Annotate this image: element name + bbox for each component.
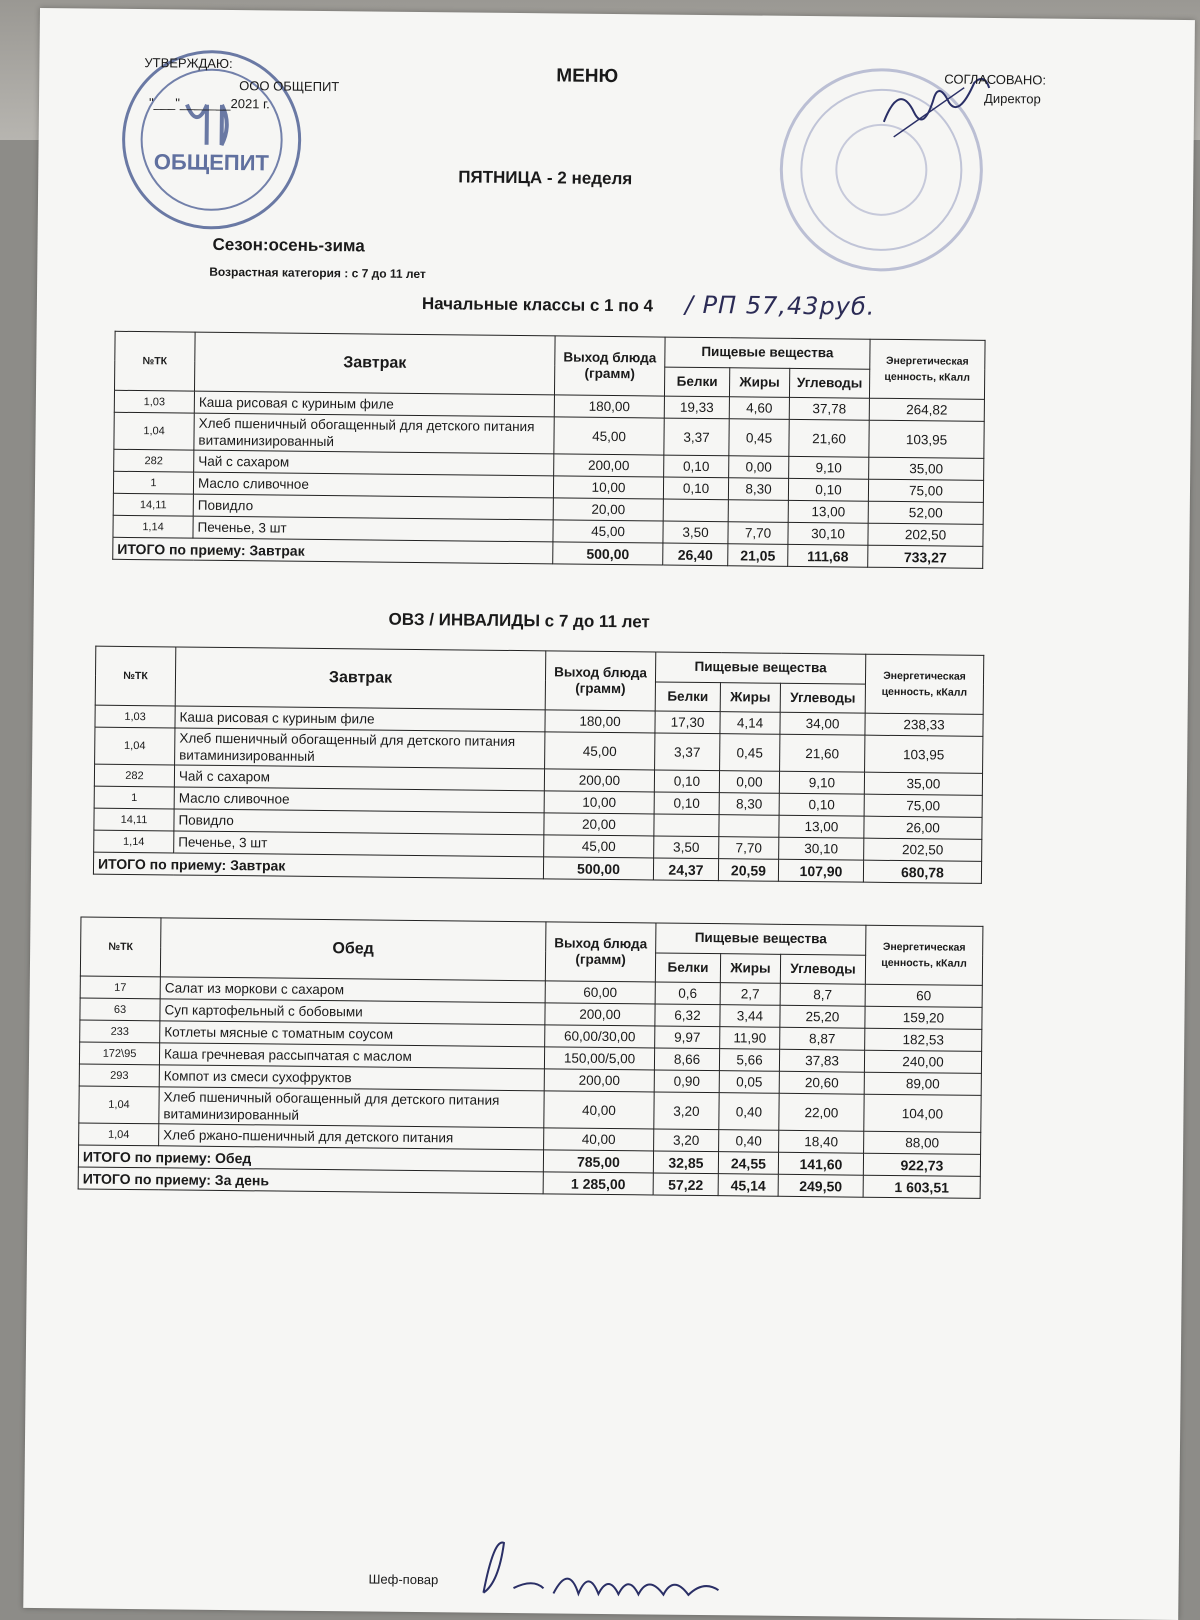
total-protein: 57,22 xyxy=(653,1173,718,1196)
breakfast-table-ovz xyxy=(93,646,984,884)
row-output: 200,00 xyxy=(544,769,654,792)
row-fat: 0,40 xyxy=(719,1093,779,1131)
row-energy: 35,00 xyxy=(864,772,982,795)
row-tk-number: 1,04 xyxy=(79,1086,159,1124)
row-output: 45,00 xyxy=(544,835,654,858)
row-carbs: 21,60 xyxy=(780,734,865,772)
total-carbs: 249,50 xyxy=(778,1174,863,1197)
row-dish-name: Хлеб пшеничный обогащенный для детского питания витаминизированный xyxy=(194,413,554,454)
header-row xyxy=(81,917,983,956)
row-output: 200,00 xyxy=(554,454,664,477)
row-tk-number: 1,14 xyxy=(113,515,193,538)
row-tk-number: 1,03 xyxy=(95,705,175,728)
menu-document xyxy=(23,8,1195,1620)
row-energy: 75,00 xyxy=(864,794,982,817)
row-output: 60,00/30,00 xyxy=(545,1025,655,1048)
row-protein: 0,90 xyxy=(654,1070,719,1093)
row-tk-number: 1 xyxy=(94,786,174,809)
row-dish-name: Суп картофельный с бобовыми xyxy=(160,999,545,1025)
row-fat xyxy=(719,815,779,838)
row-protein: 3,20 xyxy=(654,1129,719,1152)
col-header-energy: Энергетическая ценность, кКалл xyxy=(865,654,984,714)
col-header-meal: Завтрак xyxy=(194,332,555,395)
row-protein: 6,32 xyxy=(655,1004,720,1027)
breakfast-table-primary xyxy=(112,331,985,569)
row-protein: 0,10 xyxy=(663,477,728,500)
col-header-output: Выход блюда (грамм) xyxy=(545,922,656,982)
col-header-protein: Белки xyxy=(655,952,720,982)
header-row xyxy=(115,331,985,370)
section2-title: ОВЗ / ИНВАЛИДЫ с 7 до 11 лет xyxy=(388,609,650,632)
row-protein: 0,10 xyxy=(654,770,719,793)
stamp-logo-text: ОБЩЕПИТ xyxy=(153,149,270,176)
row-dish-name: Масло сливочное xyxy=(193,472,553,498)
row-dish-name: Хлеб ржано-пшеничный для детского питания xyxy=(159,1124,544,1150)
row-output: 150,00/5,00 xyxy=(544,1047,654,1070)
row-carbs: 30,10 xyxy=(788,522,868,545)
row-energy: 104,00 xyxy=(864,1094,981,1132)
section1-title: Начальные классы с 1 по 4 xyxy=(421,294,654,316)
row-fat: 4,14 xyxy=(720,712,780,735)
row-energy: 60 xyxy=(865,984,982,1007)
row-carbs: 13,00 xyxy=(779,815,864,838)
row-energy: 264,82 xyxy=(869,398,984,421)
row-protein: 3,37 xyxy=(664,418,729,456)
row-output: 45,00 xyxy=(545,732,655,770)
row-fat xyxy=(728,500,788,523)
col-header-num: №ТК xyxy=(95,646,176,706)
row-dish-name: Масло сливочное xyxy=(174,787,544,813)
row-fat: 0,05 xyxy=(719,1071,779,1094)
header-row xyxy=(96,646,984,685)
row-fat: 3,44 xyxy=(720,1005,780,1028)
row-dish-name: Котлеты мясные с томатным соусом xyxy=(160,1021,545,1047)
obshchepit-stamp xyxy=(116,44,308,236)
row-output: 45,00 xyxy=(553,520,663,543)
col-header-protein: Белки xyxy=(664,367,729,397)
row-tk-number: 1,04 xyxy=(79,1123,159,1146)
row-dish-name: Компот из смеси сухофруктов xyxy=(159,1065,544,1091)
row-carbs: 21,60 xyxy=(789,419,869,457)
row-energy: 75,00 xyxy=(868,479,983,502)
row-carbs: 25,20 xyxy=(780,1005,865,1028)
col-header-meal: Завтрак xyxy=(175,647,546,710)
row-fat: 0,40 xyxy=(719,1130,779,1153)
row-dish-name: Печенье, 3 шт xyxy=(193,516,553,542)
row-protein: 3,37 xyxy=(655,733,720,771)
row-protein xyxy=(663,499,728,522)
col-header-carbs: Углеводы xyxy=(780,954,865,984)
col-header-output: Выход блюда (грамм) xyxy=(554,336,665,396)
row-dish-name: Каша рисовая с куриным филе xyxy=(194,391,554,417)
row-protein: 8,66 xyxy=(654,1048,719,1071)
col-header-meal: Обед xyxy=(160,918,546,981)
row-tk-number: 63 xyxy=(80,998,160,1021)
lunch-table-ovz xyxy=(78,916,984,1198)
total-label: ИТОГО по приему: Завтрак xyxy=(93,852,543,879)
row-fat: 7,70 xyxy=(719,837,779,860)
total-energy: 1 603,51 xyxy=(863,1175,980,1198)
row-dish-name: Чай с сахаром xyxy=(174,765,544,791)
row-protein: 0,10 xyxy=(664,455,729,478)
row-fat: 0,00 xyxy=(719,771,779,794)
total-fat: 21,05 xyxy=(728,544,788,567)
total-fat: 45,14 xyxy=(718,1174,778,1197)
row-carbs: 0,10 xyxy=(779,793,864,816)
col-header-num: №ТК xyxy=(80,917,161,977)
approved-label: УТВЕРЖДАЮ: xyxy=(144,55,233,72)
row-carbs: 9,10 xyxy=(789,456,869,479)
row-tk-number: 293 xyxy=(79,1064,159,1087)
total-output: 785,00 xyxy=(543,1150,653,1173)
age-category: Возрастная категория : с 7 до 11 лет xyxy=(209,264,426,282)
row-dish-name: Салат из моркови с сахаром xyxy=(160,977,545,1003)
row-tk-number: 1,03 xyxy=(114,390,194,413)
row-tk-number: 172\95 xyxy=(79,1042,159,1065)
director-label: Директор xyxy=(984,90,1041,107)
row-fat: 8,30 xyxy=(728,478,788,501)
row-tk-number: 1,04 xyxy=(95,727,175,765)
row-protein xyxy=(654,814,719,837)
col-header-num: №ТК xyxy=(115,331,196,391)
col-header-carbs: Углеводы xyxy=(789,368,869,398)
row-dish-name: Каша рисовая с куриным филе xyxy=(175,706,545,732)
row-carbs: 20,60 xyxy=(779,1071,864,1094)
total-label: ИТОГО по приему: За день xyxy=(78,1167,543,1194)
row-fat: 5,66 xyxy=(719,1049,779,1072)
row-fat: 2,7 xyxy=(720,983,780,1006)
row-energy: 26,00 xyxy=(864,816,982,839)
col-header-output: Выход блюда (грамм) xyxy=(545,651,656,711)
row-dish-name: Хлеб пшеничный обогащенный для детского питания витаминизированный xyxy=(159,1087,544,1128)
row-tk-number: 1,04 xyxy=(114,412,194,450)
chef-label: Шеф-повар xyxy=(368,1571,439,1588)
row-energy: 103,95 xyxy=(865,735,983,773)
row-energy: 182,53 xyxy=(865,1028,982,1051)
agreed-label: СОГЛАСОВАНО: xyxy=(944,71,1047,88)
col-header-fat: Жиры xyxy=(720,953,780,983)
season-label: Сезон:осень-зима xyxy=(212,234,365,256)
row-energy: 52,00 xyxy=(868,501,983,524)
row-fat: 7,70 xyxy=(728,522,788,545)
row-carbs: 9,10 xyxy=(779,771,864,794)
total-energy: 733,27 xyxy=(868,545,983,568)
row-protein: 3,50 xyxy=(654,836,719,859)
row-fat: 4,60 xyxy=(729,397,789,420)
chef-signature xyxy=(453,1532,774,1615)
row-tk-number: 17 xyxy=(80,976,160,999)
row-energy: 88,00 xyxy=(864,1131,981,1154)
row-output: 20,00 xyxy=(553,498,663,521)
row-energy: 89,00 xyxy=(864,1072,981,1095)
row-protein: 9,97 xyxy=(655,1026,720,1049)
row-carbs: 34,00 xyxy=(780,712,865,735)
row-fat: 0,00 xyxy=(729,456,789,479)
document-title: МЕНЮ xyxy=(556,65,619,88)
total-output: 500,00 xyxy=(553,542,663,565)
total-label: ИТОГО по приему: Завтрак xyxy=(113,537,553,564)
row-dish-name: Печенье, 3 шт xyxy=(174,831,544,857)
row-protein: 3,20 xyxy=(654,1092,719,1130)
row-dish-name: Хлеб пшеничный обогащенный для детского питания витаминизированный xyxy=(175,728,545,769)
row-carbs: 13,00 xyxy=(788,500,868,523)
total-label: ИТОГО по приему: Обед xyxy=(78,1145,543,1172)
approval-date: "___"_______2021 г. xyxy=(148,95,270,112)
total-energy: 680,78 xyxy=(863,860,981,883)
row-output: 60,00 xyxy=(545,981,655,1004)
handwritten-price-note: / РП 57,43руб. xyxy=(684,290,876,321)
row-tk-number: 1,14 xyxy=(94,830,174,853)
row-protein: 3,50 xyxy=(663,521,728,544)
row-energy: 238,33 xyxy=(865,713,983,736)
col-header-fat: Жиры xyxy=(720,682,780,712)
col-header-nutrients: Пищевые вещества xyxy=(655,652,865,684)
organization-name: ООО ОБЩЕПИТ xyxy=(239,78,340,95)
row-energy: 35,00 xyxy=(869,457,984,480)
row-protein: 0,10 xyxy=(654,792,719,815)
total-protein: 26,40 xyxy=(663,543,728,566)
total-carbs: 111,68 xyxy=(788,544,868,567)
row-energy: 202,50 xyxy=(868,523,983,546)
total-output: 500,00 xyxy=(543,857,653,880)
row-output: 40,00 xyxy=(544,1091,654,1129)
row-output: 40,00 xyxy=(544,1128,654,1151)
row-tk-number: 14,11 xyxy=(113,493,193,516)
row-carbs: 8,7 xyxy=(780,983,865,1006)
row-output: 10,00 xyxy=(553,476,663,499)
day-title: ПЯТНИЦА - 2 неделя xyxy=(458,167,633,189)
total-fat: 20,59 xyxy=(718,859,778,882)
row-output: 200,00 xyxy=(545,1003,655,1026)
row-output: 10,00 xyxy=(544,791,654,814)
row-tk-number: 282 xyxy=(114,449,194,472)
row-dish-name: Повидло xyxy=(174,809,544,835)
row-tk-number: 233 xyxy=(80,1020,160,1043)
row-fat: 0,45 xyxy=(729,419,789,457)
row-fat: 11,90 xyxy=(720,1027,780,1050)
col-header-energy: Энергетическая ценность, кКалл xyxy=(869,339,985,399)
row-carbs: 18,40 xyxy=(779,1130,864,1153)
row-protein: 17,30 xyxy=(655,711,720,734)
total-output: 1 285,00 xyxy=(543,1172,653,1195)
row-protein: 0,6 xyxy=(655,982,720,1005)
total-carbs: 107,90 xyxy=(778,859,863,882)
row-dish-name: Чай с сахаром xyxy=(194,450,554,476)
col-header-nutrients: Пищевые вещества xyxy=(656,923,866,955)
total-carbs: 141,60 xyxy=(778,1152,863,1175)
total-protein: 24,37 xyxy=(653,858,718,881)
row-tk-number: 1 xyxy=(113,471,193,494)
row-tk-number: 282 xyxy=(94,764,174,787)
row-carbs: 30,10 xyxy=(779,837,864,860)
row-fat: 0,45 xyxy=(720,734,780,772)
col-header-fat: Жиры xyxy=(729,367,789,397)
row-dish-name: Повидло xyxy=(193,494,553,520)
row-dish-name: Каша гречневая рассыпчатая с маслом xyxy=(159,1043,544,1069)
row-carbs: 8,87 xyxy=(780,1027,865,1050)
row-output: 20,00 xyxy=(544,813,654,836)
row-tk-number: 14,11 xyxy=(94,808,174,831)
col-header-protein: Белки xyxy=(655,681,720,711)
row-output: 180,00 xyxy=(545,710,655,733)
row-fat: 8,30 xyxy=(719,793,779,816)
row-carbs: 0,10 xyxy=(788,478,868,501)
total-energy: 922,73 xyxy=(863,1153,980,1176)
row-protein: 19,33 xyxy=(664,396,729,419)
row-carbs: 37,78 xyxy=(789,397,869,420)
row-carbs: 37,83 xyxy=(779,1049,864,1072)
total-fat: 24,55 xyxy=(718,1152,778,1175)
col-header-carbs: Углеводы xyxy=(780,683,865,713)
row-output: 200,00 xyxy=(544,1069,654,1092)
row-energy: 240,00 xyxy=(864,1050,981,1073)
row-energy: 159,20 xyxy=(865,1006,982,1029)
row-output: 45,00 xyxy=(554,417,664,455)
row-energy: 202,50 xyxy=(864,838,982,861)
col-header-nutrients: Пищевые вещества xyxy=(665,337,870,369)
row-carbs: 22,00 xyxy=(779,1093,864,1131)
col-header-energy: Энергетическая ценность, кКалл xyxy=(865,925,983,985)
total-protein: 32,85 xyxy=(653,1151,718,1174)
row-energy: 103,95 xyxy=(869,420,984,458)
row-output: 180,00 xyxy=(554,395,664,418)
